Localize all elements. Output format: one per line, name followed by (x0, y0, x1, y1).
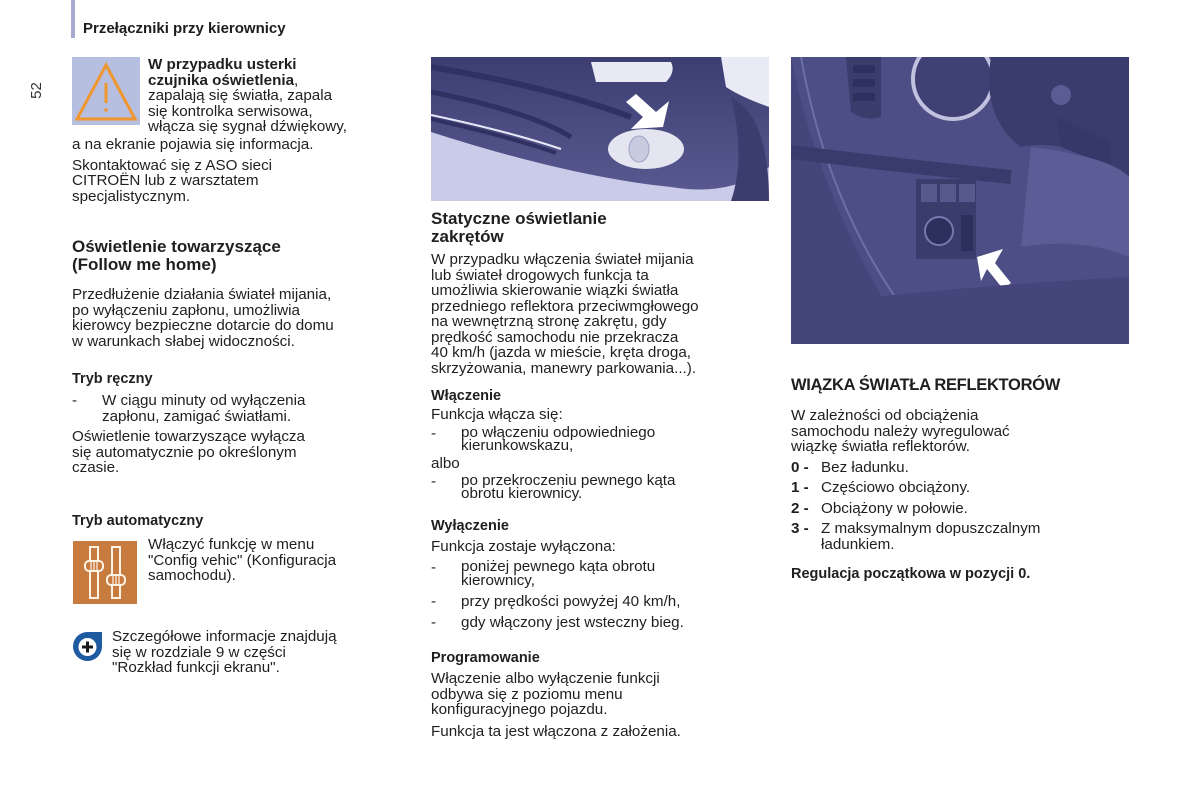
cornering-light-section (431, 210, 776, 376)
load-level-2: 2 - Obciążony w połowie. (791, 499, 968, 517)
paragraph-line: Oświetlenie towarzyszące wyłącza (72, 428, 305, 445)
fog-lamp-illustration (431, 57, 769, 201)
paragraph-line: przedniego reflektora przeciwmgłowego (431, 297, 699, 315)
warning-text-block: W przypadku usterki czujnika oświetlenia, zapalają się światła, zapala się kontrolka serwisowa, włącza się sygnał dźwiękowy, (148, 57, 418, 135)
dashboard-headlamp-adjust-illustration (791, 57, 1129, 344)
deactivation-section: Wyłączenie Funkcja zostaje wyłączona: - poniżej pewnego kąta obrotu kierownicy, - przy prędkości powyżej 40 km/h, - gdy włączony jest wsteczny bieg. (431, 518, 776, 631)
warning-continuation (72, 137, 412, 204)
info-plus-icon (72, 631, 103, 662)
load-level-1: 1 - Częściowo obciążony. (791, 479, 971, 496)
warning-line: się kontrolka serwisowa, (148, 102, 313, 120)
list-item: - gdy włączony jest wsteczny bieg. (431, 614, 684, 631)
warning-line: a na ekranie pojawia się informacja. (72, 136, 314, 153)
section-title: Przełączniki przy kierownicy (83, 20, 286, 37)
auto-mode-title: Tryb automatyczny (72, 513, 204, 529)
follow-me-home-subtitle: (Follow me home) (72, 255, 217, 274)
warning-line: włącza się sygnał dźwiękowy, (148, 118, 347, 135)
programming-section: Programowanie Włączenie albo wyłączenie funkcji odbywa się z poziomu menu konfiguracyjnego pojazdu. Funkcja ta jest włączona z założenia. (431, 650, 776, 739)
list-item: - przy prędkości powyżej 40 km/h, (431, 592, 681, 610)
info-note-text: Szczegółowe informacje znajdują się w rozdziale 9 w części "Rozkład funkcji ekranu". (112, 628, 337, 676)
contact-line: CITROËN lub z warsztatem (72, 172, 259, 189)
paragraph-line: w warunkach słabej widoczności. (72, 332, 295, 350)
paragraph-line: prędkość samochodu nie przekracza (431, 328, 679, 346)
load-level-3: 3 - Z maksymalnym dopuszczalnym ładunkiem. (791, 520, 1041, 553)
headlamp-beam-title: WIĄZKA ŚWIATŁA REFLEKTORÓW (791, 376, 1060, 394)
warning-line: zapalają się światła, zapala (148, 87, 333, 104)
paragraph-line: po wyłączeniu zapłonu, umożliwia (72, 301, 300, 319)
activation-section: Włączenie Funkcja włącza się: - po włączeniu odpowiedniego kierunkowskazu, albo - po przekroczeniu pewnego kąta obrotu kierownicy. (431, 388, 776, 500)
manual-mode-section (72, 371, 417, 476)
paragraph-line: na wewnętrzną stronę zakrętu, gdy (431, 313, 667, 330)
list-item: - po włączeniu odpowiedniego kierunkowskazu, (431, 423, 656, 454)
paragraph-line: kierowcy bezpieczne dotarcie do domu (72, 317, 334, 334)
warning-bold-line: czujnika oświetlenia (148, 71, 295, 89)
deactivation-title: Wyłączenie (431, 518, 509, 534)
paragraph-line: W przypadku włączenia świateł mijania (431, 251, 694, 268)
warning-bold-line: W przypadku usterki (148, 56, 297, 73)
headlamp-beam-section: W zależności od obciążenia samochodu należy wyregulować wiązkę światła reflektorów. 0 - Bez ładunku. 1 - Częściowo obciążony. 2 - Obciążony w połowie. 3 - Z maksymalnym dopuszczalnym ładunkiem. Regulacja początkowa w pozycji 0. (791, 408, 1131, 582)
follow-me-home-title: Oświetlenie towarzyszące (72, 237, 281, 256)
list-item: - poniżej pewnego kąta obrotu kierownicy, (431, 557, 656, 589)
contact-line: specjalistycznym. (72, 187, 191, 205)
paragraph-line: się automatycznie po określonym (72, 443, 297, 461)
contact-line: Skontaktować się z ASO sieci (72, 156, 273, 174)
paragraph-line: umożliwia skierowanie wiązki światła (431, 282, 679, 299)
paragraph-line: Przedłużenie działania świateł mijania, (72, 286, 332, 303)
settings-sliders-icon (73, 541, 137, 604)
initial-setting-note: Regulacja początkowa w pozycji 0. (791, 566, 1031, 582)
manual-mode-title: Tryb ręczny (72, 371, 153, 387)
warning-triangle-icon (72, 57, 140, 125)
list-item: - po przekroczeniu pewnego kąta obrotu kierownicy. (431, 472, 676, 502)
list-item: - W ciągu minuty od wyłączenia zapłonu, zamigać światłami. (72, 392, 306, 425)
paragraph-line: 40 km/h (jazda w mieście, kręta droga, (431, 344, 691, 361)
cornering-light-title: Statyczne oświetlanie (431, 209, 607, 228)
paragraph-line: lub świateł drogowych funkcja ta (431, 266, 649, 284)
header-accent-bar (71, 0, 75, 38)
activation-title: Włączenie (431, 388, 502, 404)
paragraph-line: skrzyżowania, manewry parkowania...). (431, 359, 697, 377)
page-number: 52 (27, 82, 45, 99)
follow-me-home-section (72, 238, 417, 349)
programming-title: Programowanie (431, 650, 540, 666)
auto-mode-text: Włączyć funkcję w menu "Config vehic" (Konfiguracja samochodu). (148, 536, 337, 584)
paragraph-line: czasie. (72, 459, 120, 476)
cornering-light-title-line2: zakrętów (431, 227, 504, 246)
load-level-0: 0 - Bez ładunku. (791, 458, 909, 476)
